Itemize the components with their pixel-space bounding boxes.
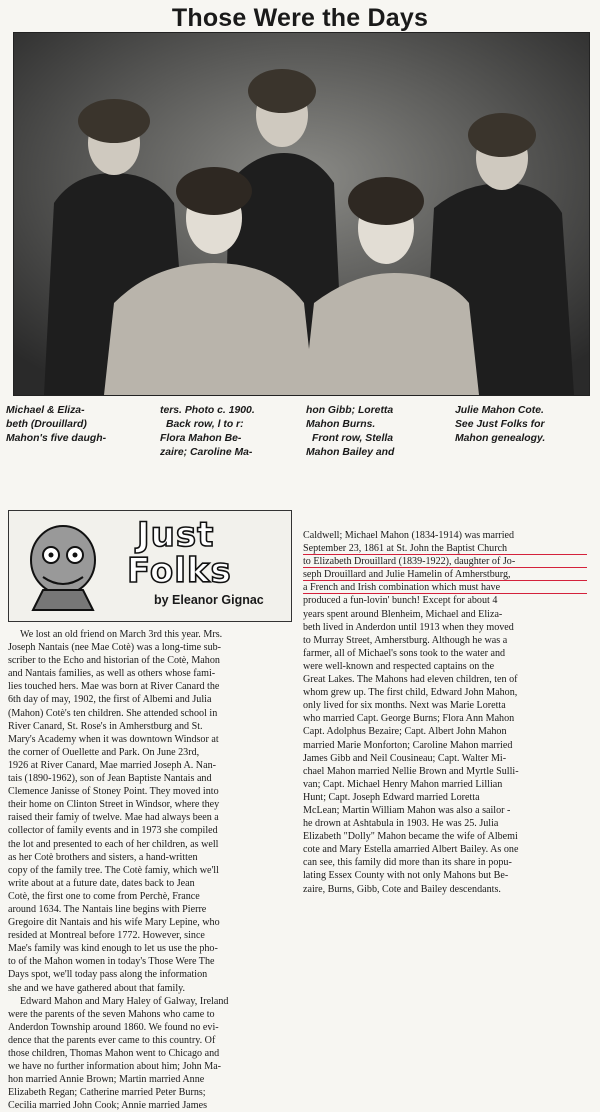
just-folks-logo: Just Folks by Eleanor Gignac (8, 510, 292, 622)
caption-col2: ters. Photo c. 1900. Back row, l to r: Flora Mahon Be- zaire; Caroline Ma- (160, 405, 255, 458)
highlight-underline (303, 580, 587, 581)
page-title: Those Were the Days (171, 4, 429, 32)
cartoon-figure-icon (13, 515, 113, 615)
right-column-text: Caldwell; Michael Mahon (1834-1914) was married September 23, 1861 at St. John the Baptist Church to Elizabeth Drouillard (1839-1922), daughter of Jo- seph Drouillard and Julie Hamelin of Amherstburg, a French and Irish combination which must have produced a fun-lovin' bunch! Except for about 4 years spent around Blenheim, Michael and Eliza- beth lived in Anderdon until 1913 when they moved to Murray Street, Amherstburg. Although he was a farmer, all of Michael's sons took to the water and were well-known and respected captains on the Great Lakes. The Mahons had eleven children, ten of whom grew up. The first child, Edward John Mahon, only lived for six months. Next was Marie Loretta who married Capt. George Burns; Flora Ann Mahon Capt. Adolphus Bezaire; Capt. Albert John Mahon married Marie Monforton; Caroline Mahon married James Gibb and Neil Cousineau; Capt. Walter Mi- chael Mahon married Nellie Brown and Myrtle Sulli- van; Capt. Michael Henry Mahon married Lillian Hunt; Capt. Joseph Edward married Loretta McLean; Martin William Mahon was also a sailor - he drown at Ashtabula in 1903. He was 25. Julia Elizabeth "Dolly" Mahon became the wife of Albemi cote and Mary Estella amarried Albert Bailey. As one can see, this family did more than its share in popu- lating Essex County with not only Mahons but Be- zaire, Burns, Gibb, Cote and Bailey descendants. (303, 530, 519, 895)
group-portrait-photo (13, 32, 590, 396)
highlight-underline (303, 593, 587, 594)
left-column-text: We lost an old friend on March 3rd this year. Mrs. Joseph Nantais (nee Mae Cotè) was a long-time sub- scriber to the Echo and historian of the Cotè, Mahon and Nantais families, as well as others whose fami- lies touched hers. Mae was born at River Canard the 6th day of may, 1902, the first of Albemi and Julia (Mahon) Cotè's ten children. She attended school in River Canard, St. Rose's in Amherstburg and St. Mary's Academy when it was downtown Windsor at the corner of Ouellette and Park. On June 23rd, 1926 at River Canard, Mae married Joseph A. Nan- tais (1890-1962), son of Jean Baptiste Nantais and Clemence Janisse of Stoney Point. They moved into their home on Clinton Street in Windsor, where they raised their famiy of twelve. Mae had always been a collector of family events and in 1973 she compiled the lot and presented to each of her children, as well as her Cotè brothers and sisters, a hand-written copy of the family tree. The Cotè famiy, which we'll write about at a future date, dates back to Jean Cotè, the first one to come from Perchè, France around 1634. The Nantais line begins with Pierre Gregoire dit Nantais and his wife Mary Lepine, who resided at Montreal before 1772. However, since Mae's family was kind enough to let us use the pho- to of the Mahon women in today's Those Were The Days spot, we'll today pass along the information she and we have gathered about that family. Edward Mahon and Mary Haley of Galway, Ireland were the parents of the seven Mahons who came to Anderdon Township around 1860. We found no evi- dence that the parents ever came to this country. Of those children, Thomas Mahon went to Chicago and we have no further information about him; John Ma- hon married Annie Brown; Martin married Anne Elizabeth Regan; Catherine married Peter Burns; Cecilia married John Cook; Annie married James (8, 629, 229, 1112)
caption-col1: Michael & Eliza- beth (Drouillard) Mahon's five daugh- (6, 405, 107, 444)
caption-col4: Julie Mahon Cote. See Just Folks for Mahon genealogy. (455, 405, 546, 444)
highlight-underline (303, 567, 587, 568)
highlight-underline (303, 554, 587, 555)
caption-col3: hon Gibb; Loretta Mahon Burns. Front row, Stella Mahon Bailey and (306, 405, 395, 458)
byline: by Eleanor Gignac (154, 593, 264, 607)
